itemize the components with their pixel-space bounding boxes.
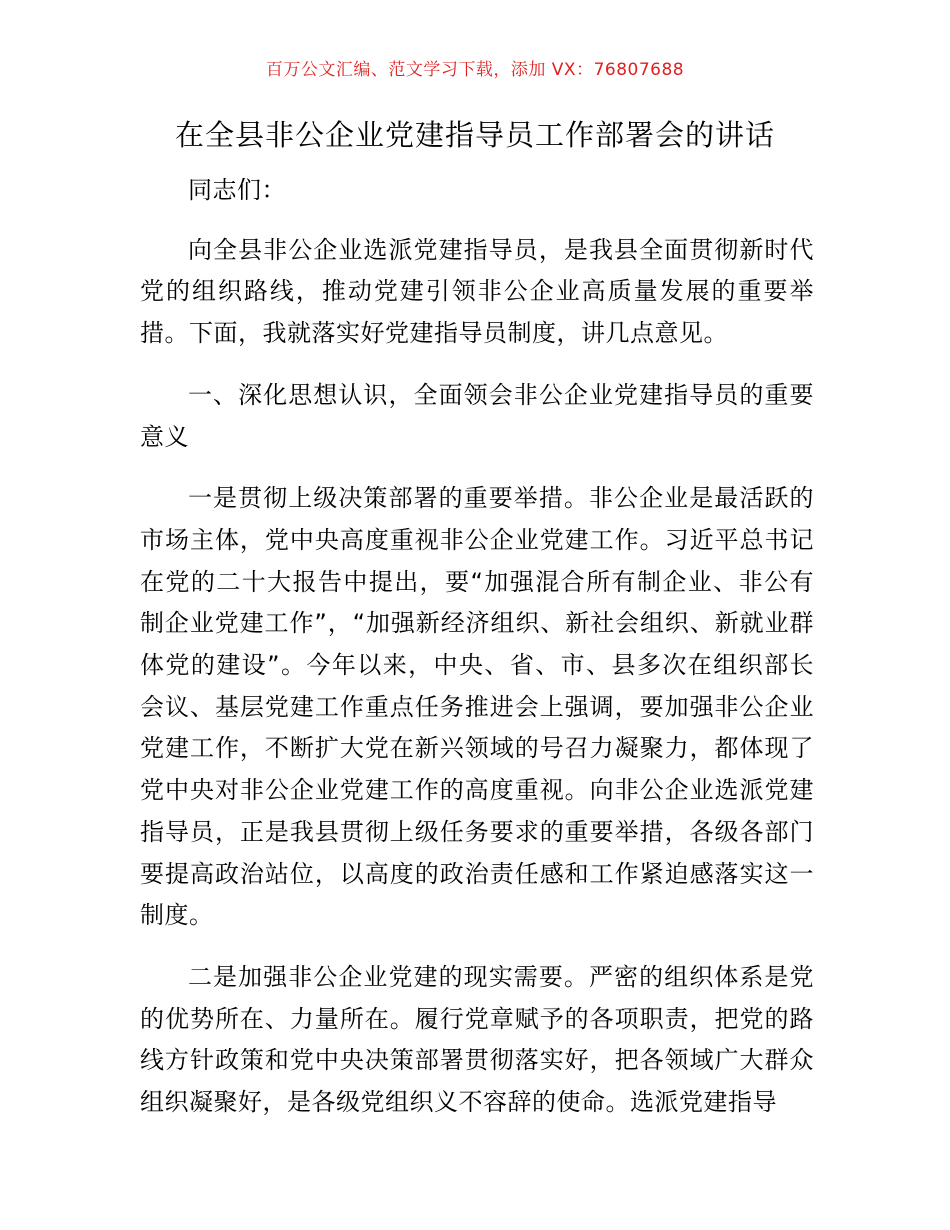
header-watermark-text: 百万公文汇编、范文学习下载，添加 VX：76807688 bbox=[265, 60, 685, 80]
paragraph-point-2: 二是加强非公企业党建的现实需要。严密的组织体系是党的优势所在、力量所在。履行党章赋予的各项职责，把党的路线方针政策和党中央决策部署贯彻落实好，把各领域广大群众组织凝聚好，是各级党组织义不容辞的使命。选派党建指导 bbox=[140, 962, 814, 1117]
paragraph-intro: 向全县非公企业选派党建指导员，是我县全面贯彻新时代党的组织路线，推动党建引领非公企业高质量发展的重要举措。下面，我就落实好党建指导员制度，讲几点意见。 bbox=[140, 235, 814, 348]
salutation: 同志们： bbox=[188, 176, 286, 204]
document-body bbox=[140, 170, 814, 1144]
document-title: 在全县非公企业党建指导员工作部署会的讲话 bbox=[174, 118, 775, 152]
section-heading-1: 一、深化思想认识，全面领会非公企业党建指导员的重要意义 bbox=[140, 380, 814, 451]
paragraph-point-1: 一是贯彻上级决策部署的重要举措。非公企业是最活跃的市场主体，党中央高度重视非公企业党建工作。习近平总书记在党的二十大报告中提出，要“加强混合所有制企业、非公有制企业党建工作”，“加强新经济组织、新社会组织、新就业群体党的建设”。今年以来，中央、省、市、县多次在组织部长会议、基层党建工作重点任务推进会上强调，要加强非公企业党建工作，不断扩大党在新兴领域的号召力凝聚力，都体现了党中央对非公企业党建工作的高度重视。向非公企业选派党建指导员，正是我县贯彻上级任务要求的重要举措，各级各部门要提高政治站位，以高度的政治责任感和工作紧迫感落实这一制度。 bbox=[140, 484, 814, 930]
